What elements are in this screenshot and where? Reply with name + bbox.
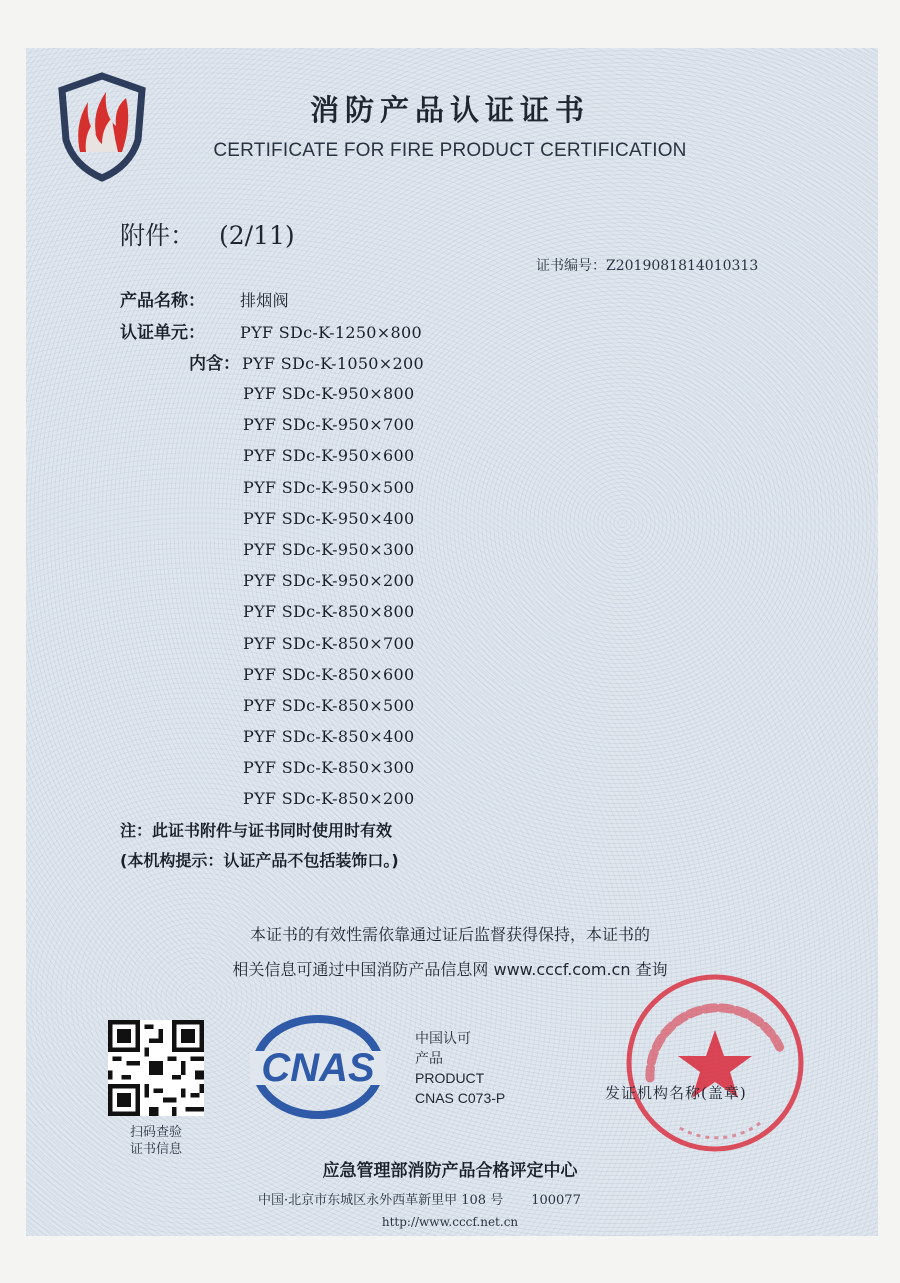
cnas-line-3: PRODUCT [415,1070,485,1086]
cnas-logo-text: CNAS [261,1046,375,1090]
certificate-number-label: 证书编号： [536,258,606,274]
validity-line-2: 相关信息可通过中国消防产品信息网 www.cccf.com.cn 查询 [232,960,668,979]
cnas-accreditation-text [415,1028,505,1108]
qr-caption-line-1: 扫码查验 [129,1125,182,1140]
model-item: PYF SDc-K-850×300 [243,758,415,778]
model-item: PYF SDc-K-850×800 [243,602,415,622]
model-item: PYF SDc-K-850×700 [243,633,415,653]
cnas-line-1: 中国认可 [415,1030,471,1046]
model-item: PYF SDc-K-950×400 [243,508,415,528]
model-item: PYF SDc-K-850×600 [243,664,415,684]
certificate-number [536,255,758,275]
product-name-label: 产品名称： [120,291,205,311]
model-item: PYF SDc-K-950×200 [243,571,415,591]
contains-row [120,349,424,374]
validity-line-1: 本证书的有效性需依靠通过证后监督获得保持，本证书的 [249,925,650,944]
model-item: PYF SDc-K-950×500 [243,477,415,497]
contains-first-model: PYF SDc-K-1050×200 [242,354,424,373]
model-item: PYF SDc-K-950×600 [243,446,415,466]
model-item: PYF SDc-K-950×700 [243,415,415,435]
postcode: 100077 [531,1193,581,1208]
issuer-signature-label: 发证机构名称(盖章) [605,1084,747,1102]
attachment-page: (2/11) [219,221,295,250]
unit-row [120,318,422,343]
certificate-title-en: CERTIFICATE FOR FIRE PRODUCT CERTIFICATION [213,140,687,161]
note-validity: 注：此证书附件与证书同时使用时有效 [120,821,393,840]
unit-label: 认证单元： [120,323,205,343]
website-link[interactable]: http://www.cccf.net.cn [381,1215,519,1229]
attachment-heading [120,216,295,252]
model-item: PYF SDc-K-850×400 [243,727,415,747]
qr-caption-line-2: 证书信息 [129,1142,182,1157]
unit-value: PYF SDc-K-1250×800 [240,323,422,342]
model-item: PYF SDc-K-850×200 [243,789,415,809]
model-item: PYF SDc-K-950×800 [243,384,415,403]
model-item: PYF SDc-K-850×500 [243,695,415,715]
cnas-line-2: 产品 [415,1050,443,1066]
certificate-title-cn: 消防产品认证证书 [309,93,590,127]
issuing-center-name: 应急管理部消防产品合格评定中心 [322,1161,578,1181]
product-name-value: 排烟阀 [240,291,289,310]
note-decoration: (本机构提示：认证产品不包括装饰口。) [120,851,399,870]
cnas-line-4: CNAS C073-P [415,1090,506,1106]
address-line [258,1189,581,1208]
qr-code-icon[interactable] [108,1020,204,1116]
certificate-number-value: Z2019081814010313 [606,258,759,274]
model-list [243,378,414,815]
contains-label: 内含： [189,354,240,374]
attachment-label: 附件： [120,221,196,250]
cnas-logo [248,1015,388,1120]
address-text: 中国·北京市东城区永外西革新里甲 108 号 [258,1193,504,1208]
official-seal-stamp [620,968,810,1158]
product-name-row [120,286,289,311]
model-item: PYF SDc-K-950×300 [243,539,415,559]
